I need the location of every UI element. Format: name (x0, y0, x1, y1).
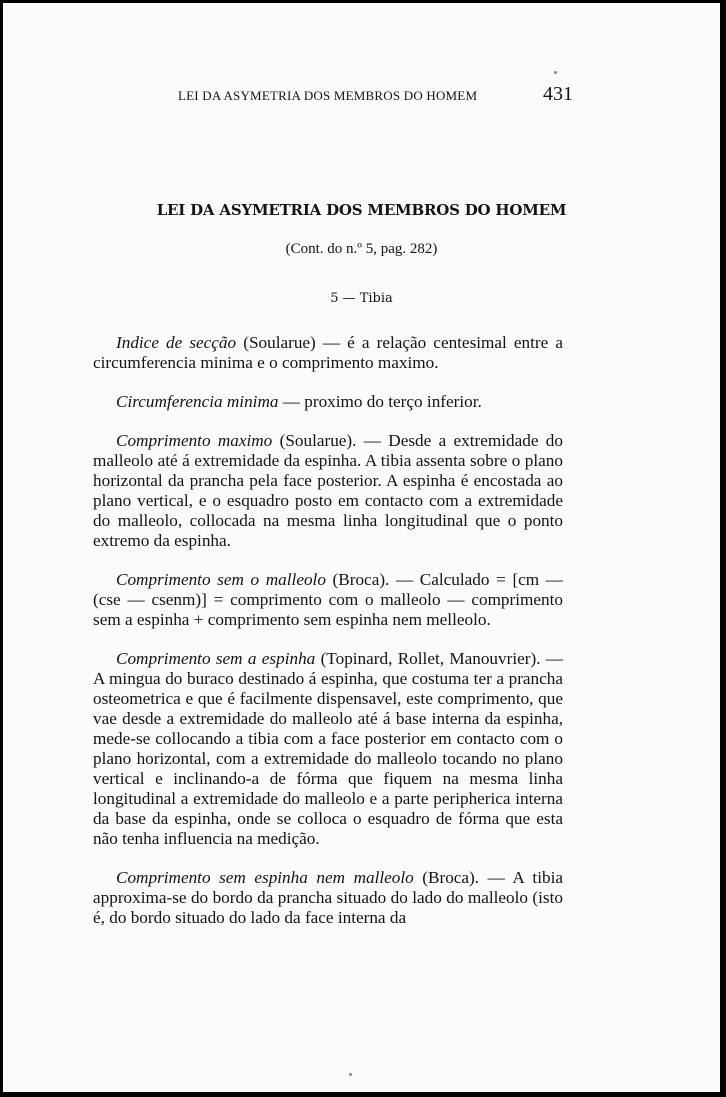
paragraph (93, 392, 563, 412)
section-heading: 5 — Tibia (330, 291, 393, 306)
paper-speck (554, 71, 557, 74)
paragraph-text: (Broca). — A tibia approxima-se do bordo da prancha situado do lado do malleolo (isto é, do bordo situado do lado da face interna da (93, 868, 563, 927)
paragraph-text: (Soularue) — é a relação centesimal entre a circumferencia minima e o comprimento maximo. (93, 333, 563, 372)
paper-speck (349, 1073, 352, 1076)
paragraph-term: Comprimento sem o malleolo (116, 570, 326, 589)
article-title: LEI DA ASYMETRIA DOS MEMBROS DO HOMEM (156, 201, 567, 219)
paragraph-text: (Soularue). — Desde a extremidade do malleolo até á extremidade da espinha. A tibia assenta sobre o plano horizontal da prancha pela face posterior. A espinha é encostada ao plano vertical, e o esquadro posto em contacto com a extremidade do malleolo, collocada na mesma linha longitudinal que o ponto extremo da espinha. (93, 431, 563, 550)
body-text (93, 333, 563, 947)
paragraph (93, 431, 563, 551)
paragraph (93, 649, 563, 849)
running-header: LEI DA ASYMETRIA DOS MEMBROS DO HOMEM (178, 88, 478, 103)
book-page (3, 3, 720, 1092)
page-number: 431 (543, 83, 573, 105)
paragraph-term: Indice de secção (116, 333, 237, 352)
continuation-note: (Cont. do n.º 5, pag. 282) (285, 241, 438, 257)
paragraph-term: Comprimento sem a espinha (116, 649, 316, 668)
paragraph-text: (Topinard, Rollet, Manouvrier). — A mingua do buraco destinado á espinha, que costuma ter a prancha osteometrica e que é facilmente dispensavel, este comprimento, que vae desde a extremidade do malleolo até á base interna da espinha, mede-se collocando a tibia com a face posterior em contacto com o plano horizontal, com a extremidade do malleolo tocando no plano vertical e inclinando-a de fórma que fiquem na mesma linha longitudinal a extremidade do malleolo e a parte peripherica interna da base da espinha, onde se colloca o esquadro de fórma que esta não tenha influencia na medição. (93, 649, 563, 848)
paragraph-text: (Broca). — Calculado = [cm — (cse — csenm)] = comprimento com o malleolo — comprimento sem a espinha + comprimento sem espinha nem melleolo. (93, 570, 563, 629)
paragraph-term: Comprimento maximo (116, 431, 273, 450)
paragraph (93, 333, 563, 373)
paragraph-term: Comprimento sem espinha nem malleolo (116, 868, 414, 887)
paragraph-term: Circumferencia minima (116, 392, 279, 411)
paragraph (93, 570, 563, 630)
paragraph (93, 868, 563, 928)
paragraph-text: — proximo do terço inferior. (278, 392, 482, 411)
